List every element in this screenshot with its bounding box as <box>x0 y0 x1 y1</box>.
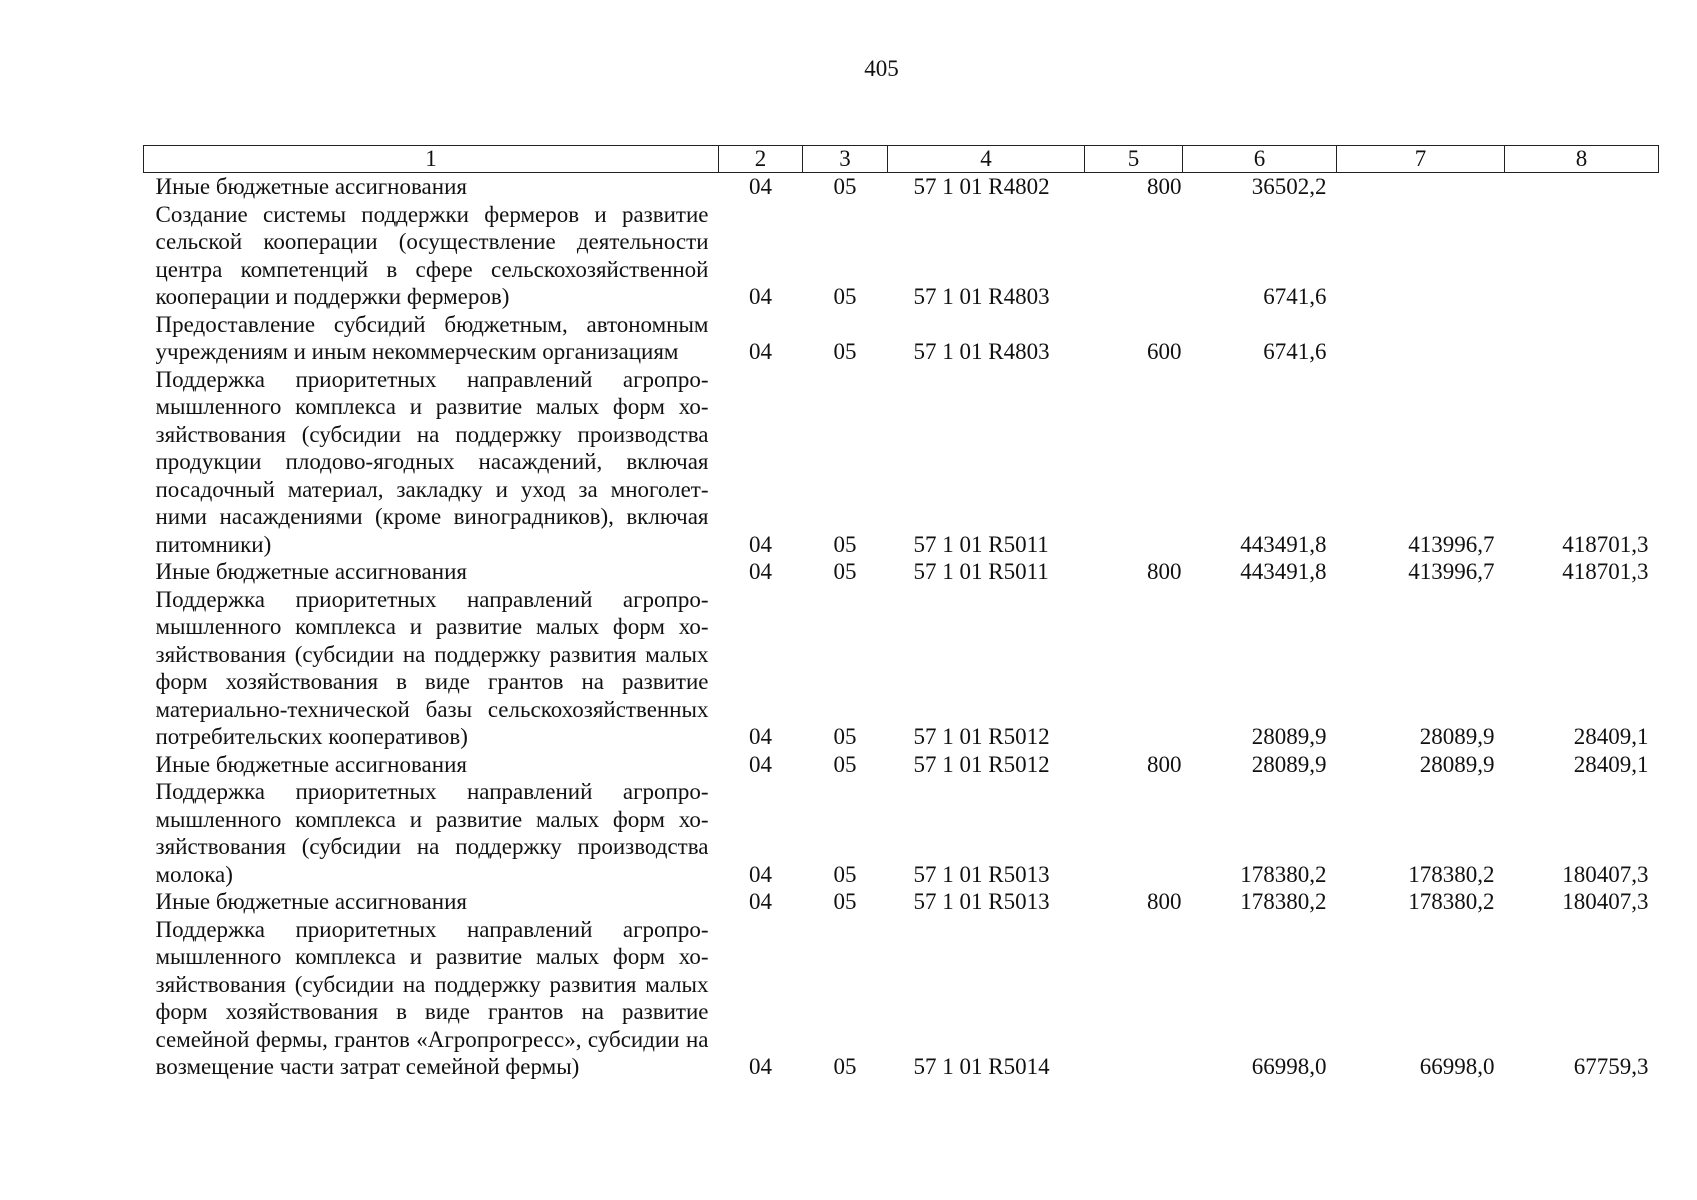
row-description: Поддержка приоритетных направлений агропромышленного комплекса и развитие малых форм хозяйствования (субсидии на поддержку производства молока) <box>155 779 709 887</box>
column-header-5: 5 <box>1085 146 1183 173</box>
row-expense-type <box>1085 366 1183 559</box>
row-target-code: 57 1 01 R5014 <box>913 1054 1050 1079</box>
row-target-code: 57 1 01 R5013 <box>913 889 1050 914</box>
row-amount-col6: 6741,6 <box>1263 284 1327 309</box>
row-description: Иные бюджетные ассигнования <box>155 174 467 199</box>
row-amount-col7: 28089,9 <box>1419 751 1495 777</box>
row-description: Предоставление субсидий бюджетным, автономным учреждениям и иным некоммерческим организациям <box>155 311 709 364</box>
row-description: Иные бюджетные ассигнования <box>155 889 467 914</box>
row-target-code: 57 1 01 R5013 <box>913 861 1050 887</box>
row-expense-type: 600 <box>1147 339 1182 364</box>
row-amount-col8: 28409,1 <box>1573 751 1649 777</box>
row-amount-col6: 178380,2 <box>1240 861 1327 887</box>
row-description: Иные бюджетные ассигнования <box>155 559 467 584</box>
row-expense-type <box>1085 201 1183 311</box>
row-section: 04 <box>749 531 772 557</box>
table-row <box>144 558 1659 586</box>
row-target-code: 57 1 01 R5012 <box>913 751 1050 777</box>
row-amount-col8 <box>1505 201 1659 311</box>
table-row <box>144 778 1659 888</box>
row-amount-col8: 28409,1 <box>1573 724 1649 749</box>
column-header-1: 1 <box>144 146 719 173</box>
row-target-code: 57 1 01 R4803 <box>913 339 1050 364</box>
row-expense-type <box>1085 586 1183 751</box>
row-amount-col6: 6741,6 <box>1263 339 1327 364</box>
row-amount-col8: 418701,3 <box>1562 531 1649 557</box>
row-description: Поддержка приоритетных направлений агропромышленного комплекса и развитие малых форм хозяйствования (субсидии на поддержку развития малых форм хозяйствования в виде грантов на развитие семейной фермы, грантов «Агропрогресс», субсидии на возмещение части затрат семейной фермы) <box>155 916 709 1079</box>
table-row <box>144 201 1659 311</box>
budget-table <box>143 145 1659 1081</box>
row-section: 04 <box>749 339 772 364</box>
table-row <box>144 311 1659 366</box>
row-subsection: 05 <box>833 559 857 584</box>
table-row <box>144 888 1659 916</box>
row-description: Иные бюджетные ассигнования <box>155 751 467 777</box>
row-amount-col8 <box>1505 173 1659 201</box>
row-amount-col7: 178380,2 <box>1408 889 1495 914</box>
column-header-6: 6 <box>1183 146 1337 173</box>
row-subsection: 05 <box>833 724 857 749</box>
row-subsection: 05 <box>833 174 857 199</box>
row-amount-col6: 28089,9 <box>1251 751 1327 777</box>
column-header-2: 2 <box>719 146 803 173</box>
row-amount-col7: 66998,0 <box>1419 1054 1495 1079</box>
row-subsection: 05 <box>833 284 857 309</box>
row-amount-col7: 413996,7 <box>1408 531 1495 557</box>
row-subsection: 05 <box>833 861 857 887</box>
table-row <box>144 916 1659 1081</box>
row-expense-type: 800 <box>1147 889 1182 914</box>
table-header-row <box>144 146 1659 173</box>
page-number: 405 <box>864 56 899 81</box>
row-target-code: 57 1 01 R5011 <box>913 559 1049 584</box>
row-expense-type: 800 <box>1147 751 1182 777</box>
row-expense-type <box>1085 916 1183 1081</box>
column-header-4: 4 <box>888 146 1085 173</box>
row-description: Создание системы поддержки фермеров и развитие сельской кооперации (осуществление деятельности центра компетенций в сфере сельскохозяйственной кооперации и поддержки фермеров) <box>155 201 709 309</box>
row-target-code: 57 1 01 R4803 <box>913 284 1050 309</box>
row-amount-col6: 36502,2 <box>1251 174 1327 199</box>
table-row <box>144 366 1659 559</box>
row-expense-type: 800 <box>1147 559 1182 584</box>
row-subsection: 05 <box>833 889 857 914</box>
row-target-code: 57 1 01 R5012 <box>913 724 1050 749</box>
row-subsection: 05 <box>833 339 857 364</box>
row-amount-col8 <box>1505 311 1659 366</box>
row-amount-col7 <box>1337 173 1505 201</box>
row-subsection: 05 <box>833 751 857 777</box>
row-section: 04 <box>749 861 772 887</box>
row-description: Поддержка приоритетных направлений агропромышленного комплекса и развитие малых форм хозяйствования (субсидии на поддержку развития малых форм хозяйствования в виде грантов на развитие материально-технической базы сельскохозяйственных потребительских кооперативов) <box>155 586 709 749</box>
row-amount-col6: 443491,8 <box>1240 559 1327 584</box>
table-row <box>144 586 1659 751</box>
row-target-code: 57 1 01 R4802 <box>913 174 1050 199</box>
row-amount-col7: 178380,2 <box>1408 861 1495 887</box>
row-section: 04 <box>749 1054 772 1079</box>
row-section: 04 <box>749 889 772 914</box>
row-section: 04 <box>749 724 772 749</box>
row-amount-col8: 180407,3 <box>1562 861 1649 887</box>
row-amount-col8: 67759,3 <box>1573 1054 1649 1079</box>
row-subsection: 05 <box>833 531 857 557</box>
column-header-7: 7 <box>1337 146 1505 173</box>
column-header-8: 8 <box>1505 146 1659 173</box>
row-amount-col6: 178380,2 <box>1240 889 1327 914</box>
row-section: 04 <box>749 174 772 199</box>
row-description: Поддержка приоритетных направлений агропромышленного комплекса и развитие малых форм хозяйствования (субсидии на поддержку производства продукции плодово-ягодных насаждений, включая посадочный материал, закладку и уход за многолетними насаждениями (кроме виноградников), включая питомники) <box>155 366 709 557</box>
row-target-code: 57 1 01 R5011 <box>913 531 1049 557</box>
row-section: 04 <box>749 751 772 777</box>
table-row <box>144 173 1659 201</box>
row-section: 04 <box>749 284 772 309</box>
row-subsection: 05 <box>833 1054 857 1079</box>
table-row <box>144 751 1659 779</box>
row-amount-col6: 28089,9 <box>1251 724 1327 749</box>
row-amount-col6: 443491,8 <box>1240 531 1327 557</box>
column-header-3: 3 <box>803 146 888 173</box>
row-expense-type: 800 <box>1147 174 1182 199</box>
row-amount-col7 <box>1337 311 1505 366</box>
row-expense-type <box>1085 778 1183 888</box>
row-amount-col8: 180407,3 <box>1562 889 1649 914</box>
row-amount-col8: 418701,3 <box>1562 559 1649 584</box>
row-amount-col7 <box>1337 201 1505 311</box>
row-amount-col7: 413996,7 <box>1408 559 1495 584</box>
row-section: 04 <box>749 559 772 584</box>
row-amount-col7: 28089,9 <box>1419 724 1495 749</box>
row-amount-col6: 66998,0 <box>1251 1054 1327 1079</box>
